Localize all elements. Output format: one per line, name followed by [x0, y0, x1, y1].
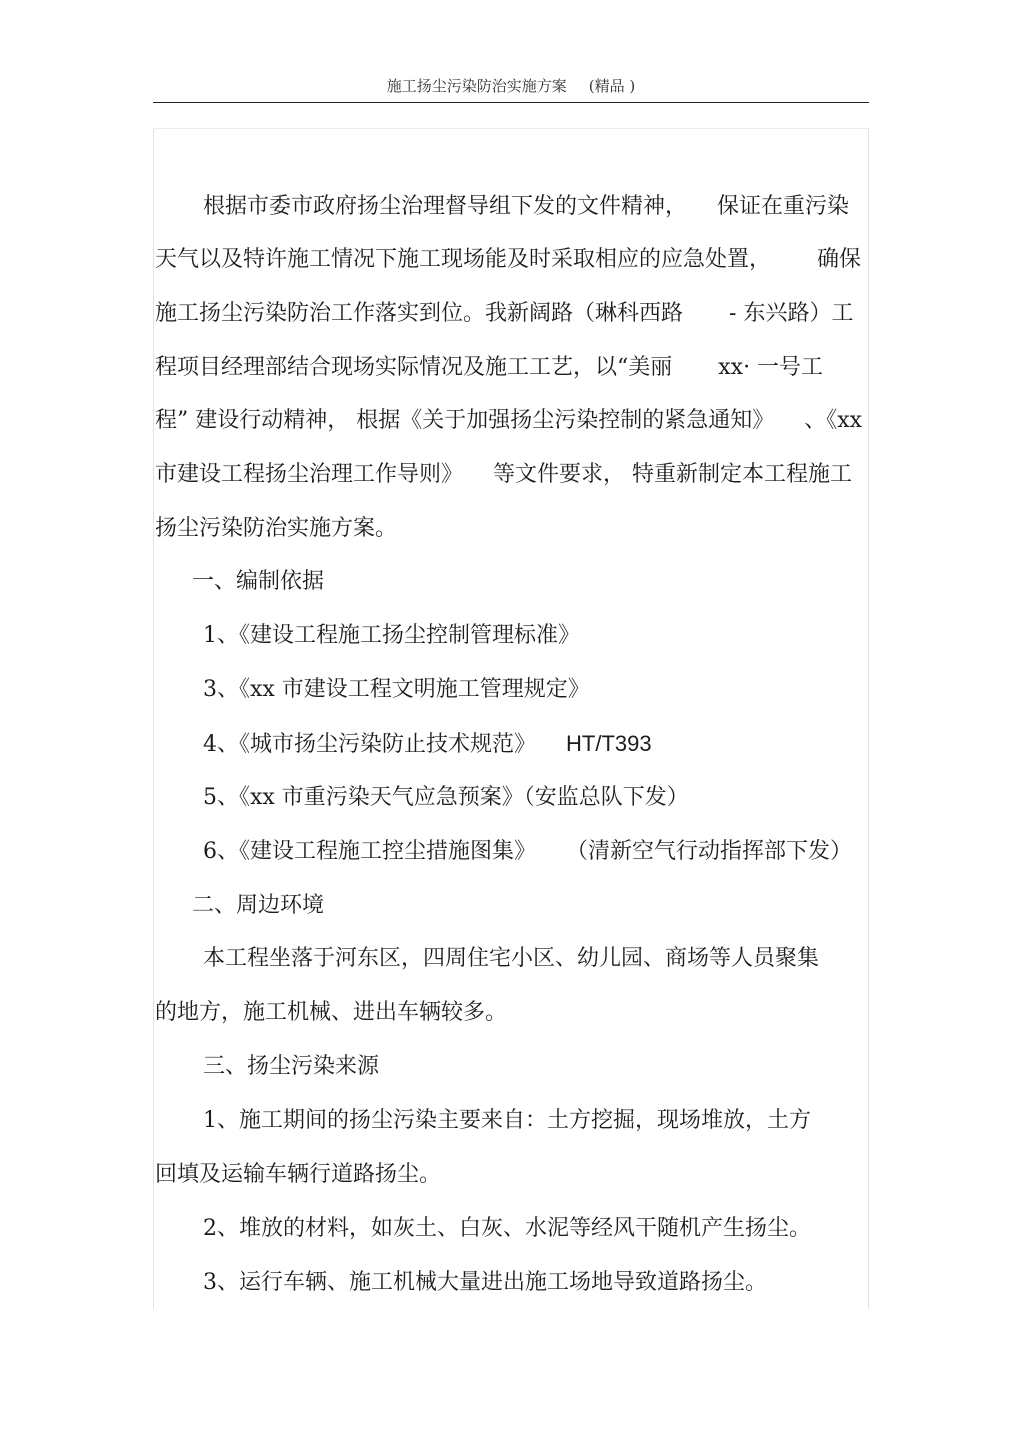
section-heading-sources: 三、扬尘污染来源: [203, 1054, 380, 1079]
section-heading-environment: 二、周边环境: [192, 893, 325, 918]
list-item: 6、《建设工程施工控尘措施图集》 （清新空气行动指挥部下发）: [203, 839, 853, 864]
sources-item-3: 3、运行车辆、施工机械大量进出施工场地导致道路扬尘。: [203, 1270, 767, 1295]
list-item: 5、《xx 市重污染天气应急预案》（安监总队下发）: [203, 785, 689, 810]
environment-line-2: 的地方，施工机械、进出车辆较多。: [155, 1000, 508, 1025]
intro-line-6: 市建设工程扬尘治理工作导则》 等文件要求， 特重新制定本工程施工: [155, 462, 853, 487]
environment-line-1: 本工程坐落于河东区，四周住宅小区、幼儿园、商场等人员聚集: [203, 946, 820, 971]
page-header-quality-tag: (精品 ): [588, 77, 636, 95]
sources-item-1-line-1: 1、施工期间的扬尘污染主要来自：土方挖掘，现场堆放，土方: [203, 1108, 811, 1133]
intro-line-4: 程项目经理部结合现场实际情况及施工工艺，以“美丽 xx· 一号工: [155, 355, 824, 380]
intro-line-2: 天气以及特许施工情况下施工现场能及时采取相应的应急处置， 确保: [155, 247, 862, 272]
list-item: 3、《xx 市建设工程文明施工管理规定》: [203, 677, 590, 702]
intro-line-7: 扬尘污染防治实施方案。: [155, 516, 398, 541]
list-item: 1、《建设工程施工扬尘控制管理标准》: [203, 623, 580, 648]
section-heading-basis: 一、编制依据: [192, 569, 325, 594]
sources-item-2: 2、堆放的材料，如灰土、白灰、水泥等经风干随机产生扬尘。: [203, 1216, 811, 1241]
sources-item-1-line-2: 回填及运输车辆行道路扬尘。: [155, 1162, 442, 1187]
intro-line-3: 施工扬尘污染防治工作落实到位。我新阔路（琳科西路 - 东兴路）工: [155, 301, 854, 326]
intro-line-1: 根据市委市政府扬尘治理督导组下发的文件精神， 保证在重污染: [203, 194, 850, 219]
list-item: 4、《城市扬尘污染防止技术规范》 HT/T393: [203, 731, 652, 757]
intro-line-5: 程” 建设行动精神， 根据《关于加强扬尘污染控制的紧急通知》 、《xx: [155, 408, 863, 433]
page-header: [153, 72, 869, 103]
page-header-title: 施工扬尘污染防治实施方案: [386, 77, 567, 95]
